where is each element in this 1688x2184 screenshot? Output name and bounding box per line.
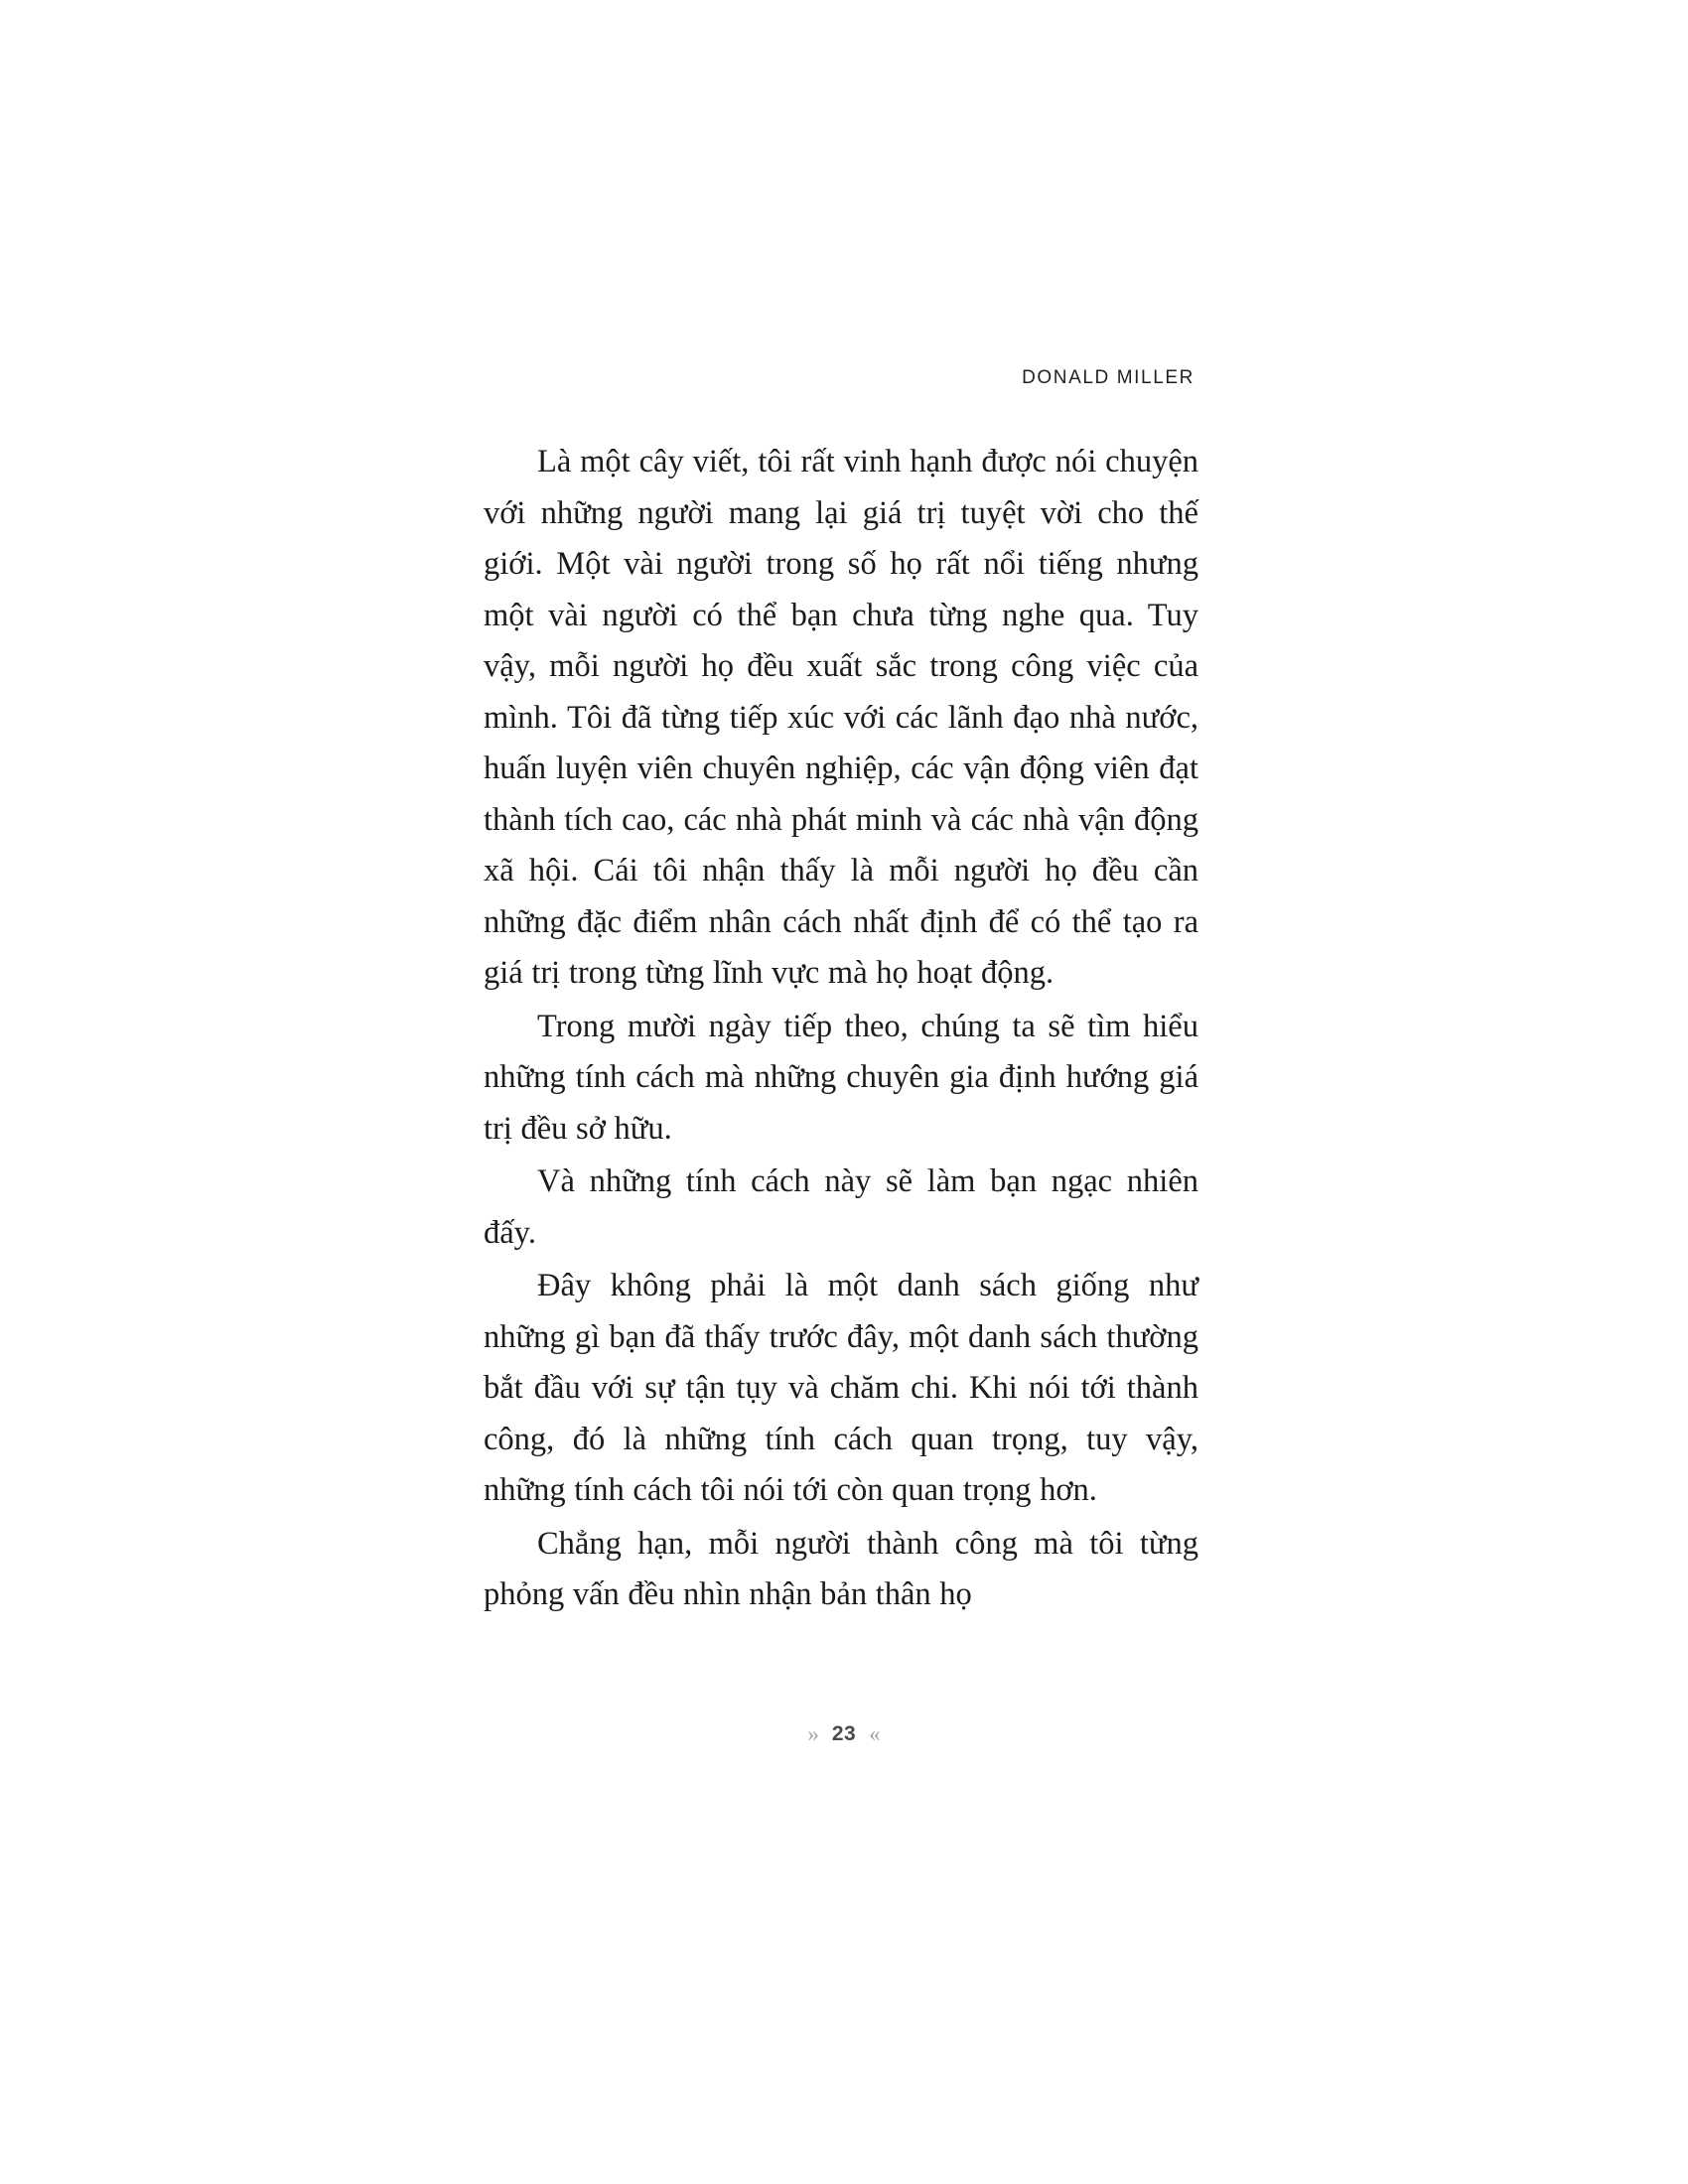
body-text <box>484 437 1198 1621</box>
paragraph: Là một cây viết, tôi rất vinh hạnh được nói chuyện với những người mang lại giá trị tuyệt vời cho thế giới. Một vài người trong số họ rất nổi tiếng nhưng một vài người có thể bạn chưa từng nghe qua. Tuy vậy, mỗi người họ đều xuất sắc trong công việc của mình. Tôi đã từng tiếp xúc với các lãnh đạo nhà nước, huấn luyện viên chuyên nghiệp, các vận động viên đạt thành tích cao, các nhà phát minh và các nhà vận động xã hội. Cái tôi nhận thấy là mỗi người họ đều cần những đặc điểm nhân cách nhất định để có thể tạo ra giá trị trong từng lĩnh vực mà họ hoạt động. <box>484 444 1198 991</box>
paragraph: Trong mười ngày tiếp theo, chúng ta sẽ tìm hiểu những tính cách mà những chuyên gia định hướng giá trị đều sở hữu. <box>484 1008 1198 1147</box>
page-number: 23 <box>831 1722 857 1745</box>
running-head: DONALD MILLER <box>1022 367 1195 388</box>
ornament-right-icon: « <box>869 1720 881 1746</box>
paragraph: Và những tính cách này sẽ làm bạn ngạc nhiên đấy. <box>484 1163 1198 1251</box>
page-folio <box>0 1722 1688 1746</box>
paragraph: Chẳng hạn, mỗi người thành công mà tôi từng phỏng vấn đều nhìn nhận bản thân họ <box>484 1525 1198 1612</box>
paragraph: Đây không phải là một danh sách giống như những gì bạn đã thấy trước đây, một danh sách thường bắt đầu với sự tận tụy và chăm chi. Khi nói tới thành công, đó là những tính cách quan trọng, tuy vậy, những tính cách tôi nói tới còn quan trọng hơn. <box>484 1268 1198 1508</box>
ornament-left-icon: » <box>807 1720 819 1746</box>
page-content <box>484 367 1198 1621</box>
